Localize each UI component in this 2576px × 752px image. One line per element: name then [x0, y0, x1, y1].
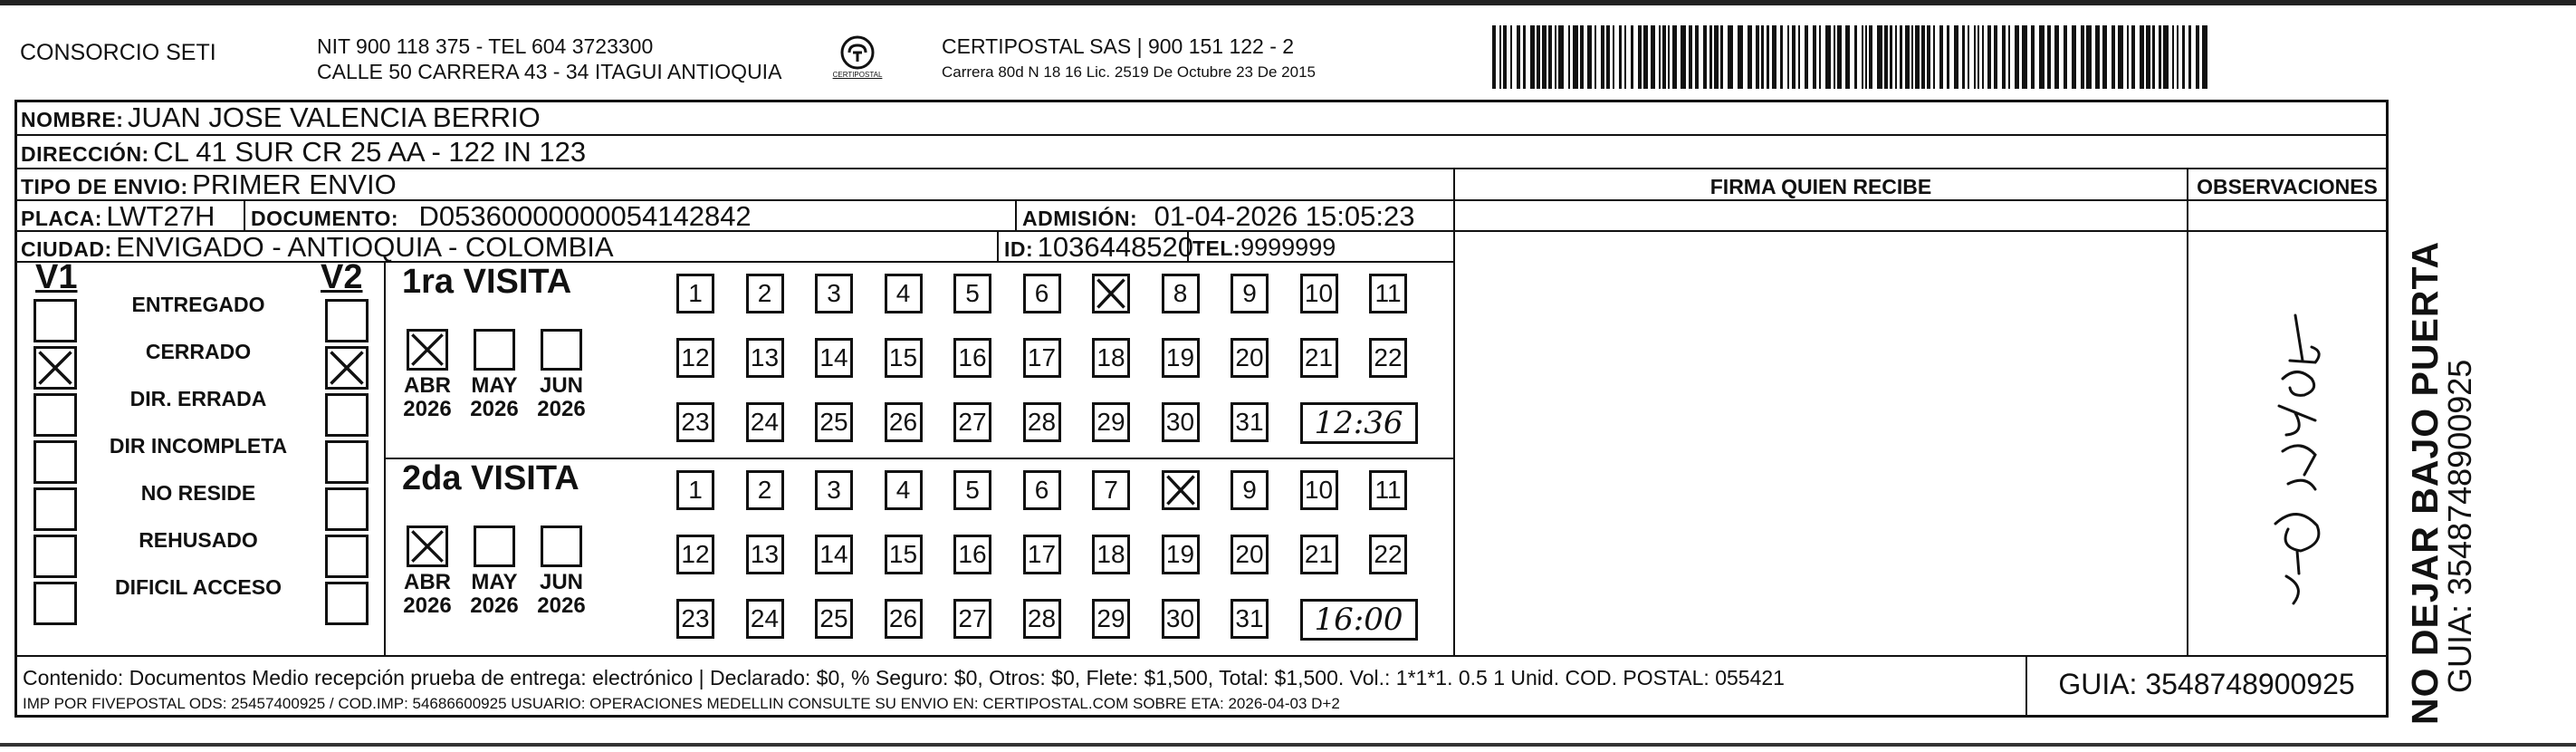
- month-name: JUN: [539, 570, 583, 594]
- barcode-bar: [1510, 25, 1512, 89]
- month-name: MAY: [471, 373, 518, 398]
- barcode-bar: [1884, 25, 1888, 89]
- status-label: DIR INCOMPLETA: [109, 434, 288, 458]
- barcode-bar: [2102, 25, 2107, 89]
- day-box[interactable]: 31: [1231, 402, 1269, 442]
- day-box[interactable]: 16: [953, 338, 991, 378]
- barcode-bar: [1869, 25, 1872, 89]
- tel-label: TEL:: [1192, 236, 1241, 260]
- status-v2-checkbox[interactable]: [325, 440, 369, 484]
- day-box[interactable]: 25: [815, 599, 853, 639]
- barcode-bar: [1558, 25, 1564, 89]
- col-line: [997, 230, 999, 261]
- day-box[interactable]: 21: [1300, 338, 1338, 378]
- day-box[interactable]: 26: [885, 402, 923, 442]
- barcode-bar: [1905, 25, 1910, 89]
- day-box[interactable]: 24: [746, 402, 784, 442]
- barcode-bar: [2118, 25, 2123, 89]
- month-name: ABR: [404, 570, 451, 594]
- barcode-bar: [1659, 25, 1661, 89]
- barcode-bar: [1837, 25, 1842, 89]
- address-row: [21, 136, 586, 169]
- barcode-bar: [1714, 25, 1719, 89]
- barcode-bar: [1767, 25, 1769, 89]
- month-checkbox[interactable]: [407, 329, 448, 371]
- barcode-bar: [1555, 25, 1556, 89]
- visit-time-box[interactable]: 12:36: [1300, 402, 1418, 444]
- plate-label: PLACA:: [21, 207, 102, 230]
- month-year: 2026: [470, 397, 519, 421]
- id-cell: [1004, 231, 1193, 264]
- barcode-bar: [2202, 25, 2207, 89]
- day-box[interactable]: 25: [815, 402, 853, 442]
- visit-time-box[interactable]: 16:00: [1300, 599, 1418, 641]
- check-x-icon: [36, 349, 74, 387]
- top-border: [0, 0, 2576, 5]
- barcode-bar: [1987, 25, 1991, 89]
- month-checkbox[interactable]: [474, 525, 515, 567]
- type-row: [21, 169, 397, 201]
- barcode-bar: [1601, 25, 1604, 89]
- barcode-bar: [1523, 25, 1526, 89]
- barcode-bar: [2081, 25, 2084, 89]
- barcode-bar: [1606, 25, 1610, 89]
- barcode-bar: [1530, 25, 1535, 89]
- barcode-bar: [1568, 25, 1570, 89]
- barcode-bar: [1681, 25, 1686, 89]
- company-name: CONSORCIO SETI: [20, 40, 216, 65]
- recipient-address: CL 41 SUR CR 25 AA - 122 IN 123: [153, 136, 587, 168]
- check-x-icon: [328, 349, 366, 387]
- month-checkbox[interactable]: [474, 329, 515, 371]
- day-box[interactable]: 10: [1300, 274, 1338, 313]
- status-v1-checkbox[interactable]: [34, 299, 77, 342]
- barcode-bar: [1672, 25, 1677, 89]
- day-box[interactable]: [1092, 274, 1130, 313]
- row-line: [17, 655, 2386, 657]
- status-v2-checkbox[interactable]: [325, 535, 369, 578]
- barcode-bar: [2131, 25, 2135, 89]
- day-box[interactable]: 28: [1023, 402, 1061, 442]
- barcode-bar: [2196, 25, 2199, 89]
- day-box[interactable]: 3: [815, 470, 853, 510]
- barcode-bar: [1974, 25, 1976, 89]
- barcode-bar: [1619, 25, 1622, 89]
- barcode-bar: [1668, 25, 1670, 89]
- barcode-bar: [1695, 25, 1699, 89]
- barcode-bar: [1780, 25, 1783, 89]
- admission-cell: [1022, 200, 1414, 233]
- barcode-bar: [2127, 25, 2129, 89]
- barcode-bar: [1748, 25, 1752, 89]
- status-label: REHUSADO: [139, 528, 258, 552]
- month-label: [463, 571, 526, 618]
- status-label: ENTREGADO: [131, 293, 265, 316]
- day-box[interactable]: 29: [1092, 402, 1130, 442]
- barcode-bar: [1939, 25, 1943, 89]
- day-box[interactable]: 11: [1369, 470, 1407, 510]
- month-checkbox[interactable]: [541, 525, 582, 567]
- barcode-bar: [2095, 25, 2100, 89]
- tel-value: 9999999: [1240, 234, 1336, 261]
- month-year: 2026: [403, 397, 452, 421]
- day-box[interactable]: 16: [953, 535, 991, 574]
- day-box[interactable]: 3: [815, 274, 853, 313]
- month-year: 2026: [403, 593, 452, 618]
- guide-box: GUIA: 3548748900925: [2058, 668, 2355, 700]
- day-box[interactable]: 5: [953, 274, 991, 313]
- barcode-bar: [1877, 25, 1882, 89]
- status-v1-checkbox[interactable]: [34, 535, 77, 578]
- month-label: [530, 571, 593, 618]
- check-x-icon: [409, 332, 445, 368]
- name-row: [21, 101, 541, 134]
- carrier-line: CERTIPOSTAL SAS | 900 151 122 - 2: [942, 34, 1295, 58]
- day-box[interactable]: 9: [1231, 274, 1269, 313]
- visit-title: 1ra VISITA: [402, 263, 572, 301]
- v1-header: V1: [35, 258, 78, 296]
- month-year: 2026: [470, 593, 519, 618]
- barcode-bar: [1813, 25, 1816, 89]
- barcode-bar: [2163, 25, 2169, 89]
- day-box[interactable]: 10: [1300, 470, 1338, 510]
- status-v1-checkbox[interactable]: [34, 440, 77, 484]
- barcode-bar: [1890, 25, 1892, 89]
- day-box[interactable]: 23: [676, 599, 714, 639]
- city-cell: [21, 231, 614, 264]
- day-box[interactable]: 8: [1162, 274, 1200, 313]
- barcode-bar: [1854, 25, 1857, 89]
- barcode-bar: [1862, 25, 1863, 89]
- barcode-bar: [1651, 25, 1655, 89]
- barcode-bar: [2031, 25, 2035, 89]
- col-line: [1453, 168, 1455, 655]
- barcode-bar: [2064, 25, 2067, 89]
- day-box[interactable]: 4: [885, 470, 923, 510]
- status-label: DIR. ERRADA: [129, 387, 267, 410]
- status-v2-checkbox[interactable]: [325, 299, 369, 342]
- shipping-label-frame: [14, 100, 2389, 718]
- barcode-bar: [2039, 25, 2045, 89]
- day-box[interactable]: 1: [676, 470, 714, 510]
- document-cell: [251, 200, 752, 233]
- side-text: [2404, 109, 2479, 725]
- day-box[interactable]: 13: [746, 535, 784, 574]
- day-box[interactable]: 1: [676, 274, 714, 313]
- barcode-bar: [1738, 25, 1743, 89]
- month-name: ABR: [404, 373, 451, 398]
- barcode-bar: [1911, 25, 1913, 89]
- day-box[interactable]: 27: [953, 599, 991, 639]
- day-box[interactable]: 23: [676, 402, 714, 442]
- barcode-bar: [1968, 25, 1969, 89]
- day-box[interactable]: 17: [1023, 338, 1061, 378]
- barcode-bar: [1933, 25, 1935, 89]
- barcode-bar: [1787, 25, 1789, 89]
- day-box[interactable]: 6: [1023, 470, 1061, 510]
- day-box[interactable]: 27: [953, 402, 991, 442]
- barcode-bar: [2140, 25, 2144, 89]
- barcode-bar: [2177, 25, 2179, 89]
- barcode-bar: [1819, 25, 1821, 89]
- day-box[interactable]: 26: [885, 599, 923, 639]
- document-label: DOCUMENTO:: [251, 207, 399, 230]
- status-label: CERRADO: [145, 340, 252, 363]
- id-value: 1036448520: [1037, 231, 1194, 263]
- day-box[interactable]: 20: [1231, 535, 1269, 574]
- month-checkbox[interactable]: [541, 329, 582, 371]
- barcode-bar: [1761, 25, 1764, 89]
- barcode-bar: [2015, 25, 2019, 89]
- barcode-bar: [1865, 25, 1867, 89]
- barcode-bar: [1587, 25, 1592, 89]
- day-box[interactable]: 15: [885, 535, 923, 574]
- check-x-icon: [1095, 276, 1127, 311]
- barcode-bar: [1915, 25, 1920, 89]
- barcode-bar: [1709, 25, 1712, 89]
- city-label: CIUDAD:: [21, 237, 112, 261]
- barcode: [1492, 25, 2217, 89]
- signature-header: FIRMA QUIEN RECIBE: [1709, 175, 1932, 198]
- barcode-bar: [1631, 25, 1633, 89]
- check-x-icon: [1164, 473, 1197, 507]
- recipient-name: JUAN JOSE VALENCIA BERRIO: [127, 101, 541, 133]
- admission-value: 01-04-2026 15:05:23: [1154, 200, 1415, 232]
- barcode-bar: [2008, 25, 2010, 89]
- tel-cell: [1192, 234, 1336, 262]
- barcode-bar: [1772, 25, 1776, 89]
- day-box[interactable]: 19: [1162, 535, 1200, 574]
- day-box[interactable]: 7: [1092, 470, 1130, 510]
- barcode-bar: [1977, 25, 1979, 89]
- visit-title: 2da VISITA: [402, 459, 579, 497]
- col-line: [244, 199, 245, 230]
- day-box[interactable]: 22: [1369, 535, 1407, 574]
- day-box[interactable]: [1162, 470, 1200, 510]
- status-v1-checkbox[interactable]: [34, 582, 77, 625]
- barcode-bar: [1573, 25, 1578, 89]
- bottom-border: [0, 743, 2576, 747]
- month-year: 2026: [537, 593, 586, 618]
- col-line: [1015, 199, 1017, 230]
- barcode-bar: [1537, 25, 1540, 89]
- barcode-bar: [2159, 25, 2161, 89]
- imp-line: IMP POR FIVEPOSTAL ODS: 25457400925 / COD.IMP: 54686600925 USUARIO: OPERACIONES MEDELLIN CONSULTE SU ENVIO EN: CERTIPOSTAL.COM SOBRE ETA: 2026-04-03 D+2: [23, 695, 1340, 712]
- barcode-bar: [1756, 25, 1759, 89]
- content-line: Contenido: Documentos Medio recepción prueba de entrega: electrónico | Declarado: $0, % Seguro: $0, Otros: $0, Flete: $1,500, Total: $1,500. Vol.: 1*1*1. 0.5 1 Unid. COD. POSTAL: 055421: [23, 666, 1785, 689]
- barcode-bar: [1643, 25, 1648, 89]
- no-dejar-warning: NO DEJAR BAJO PUERTA: [2404, 240, 2446, 725]
- month-name: JUN: [539, 373, 583, 398]
- nit-line: NIT 900 118 375 - TEL 604 3723300: [317, 34, 654, 58]
- barcode-bar: [1542, 25, 1547, 89]
- barcode-graphic: [1492, 25, 2217, 89]
- status-v1-checkbox[interactable]: [34, 393, 77, 437]
- day-box[interactable]: 2: [746, 274, 784, 313]
- barcode-bar: [1954, 25, 1958, 89]
- address-label: DIRECCIÓN:: [21, 142, 149, 166]
- barcode-bar: [1825, 25, 1831, 89]
- barcode-bar: [1689, 25, 1692, 89]
- day-box[interactable]: 4: [885, 274, 923, 313]
- plate-cell: [21, 200, 215, 233]
- barcode-bar: [1662, 25, 1666, 89]
- barcode-bar: [2086, 25, 2092, 89]
- barcode-bar: [1703, 25, 1707, 89]
- shipping-type: PRIMER ENVIO: [192, 169, 397, 200]
- v2-header: V2: [321, 258, 363, 296]
- day-box[interactable]: 29: [1092, 599, 1130, 639]
- license-line: Carrera 80d N 18 16 Lic. 2519 De Octubre 23 De 2015: [942, 63, 1316, 81]
- status-label: NO RESIDE: [140, 481, 256, 505]
- barcode-bar: [2152, 25, 2155, 89]
- handwriting-graphic: [2188, 261, 2386, 655]
- barcode-bar: [1792, 25, 1796, 89]
- day-box[interactable]: 5: [953, 470, 991, 510]
- document-value: D05360000000054142842: [418, 200, 752, 232]
- barcode-bar: [1982, 25, 1984, 89]
- barcode-bar: [1594, 25, 1596, 89]
- day-box[interactable]: 31: [1231, 599, 1269, 639]
- barcode-bar: [1492, 25, 1496, 89]
- day-box[interactable]: 18: [1092, 535, 1130, 574]
- month-label: [530, 374, 593, 421]
- day-box[interactable]: 14: [815, 338, 853, 378]
- certipostal-logo: [826, 34, 889, 83]
- barcode-bar: [2022, 25, 2027, 89]
- barcode-bar: [2054, 25, 2059, 89]
- day-box[interactable]: 20: [1231, 338, 1269, 378]
- barcode-bar: [2002, 25, 2006, 89]
- day-box[interactable]: 21: [1300, 535, 1338, 574]
- day-box[interactable]: 15: [885, 338, 923, 378]
- barcode-bar: [1798, 25, 1800, 89]
- id-label: ID:: [1004, 237, 1034, 261]
- side-guide: GUIA: 3548748900925: [2441, 359, 2478, 693]
- day-box[interactable]: 12: [676, 535, 714, 574]
- day-box[interactable]: 17: [1023, 535, 1061, 574]
- day-box[interactable]: 14: [815, 535, 853, 574]
- barcode-bar: [1548, 25, 1552, 89]
- barcode-bar: [2072, 25, 2076, 89]
- barcode-bar: [1921, 25, 1925, 89]
- status-v1-checkbox[interactable]: [34, 487, 77, 531]
- day-box[interactable]: 28: [1023, 599, 1061, 639]
- month-label: [463, 374, 526, 421]
- row-line: [1455, 230, 2386, 232]
- status-v2-checkbox[interactable]: [325, 487, 369, 531]
- day-box[interactable]: 6: [1023, 274, 1061, 313]
- barcode-bar: [1728, 25, 1733, 89]
- plate-value: LWT27H: [106, 200, 215, 232]
- month-label: [396, 374, 459, 421]
- day-box[interactable]: 9: [1231, 470, 1269, 510]
- day-box[interactable]: 22: [1369, 338, 1407, 378]
- barcode-bar: [2188, 25, 2191, 89]
- day-box[interactable]: 24: [746, 599, 784, 639]
- barcode-bar: [1927, 25, 1930, 89]
- month-checkbox[interactable]: [407, 525, 448, 567]
- admission-label: ADMISIÓN:: [1022, 207, 1138, 230]
- status-v2-checkbox[interactable]: [325, 346, 369, 390]
- status-v2-checkbox[interactable]: [325, 393, 369, 437]
- day-box[interactable]: 12: [676, 338, 714, 378]
- barcode-bar: [1517, 25, 1520, 89]
- status-v1-checkbox[interactable]: [34, 346, 77, 390]
- day-box[interactable]: 30: [1162, 402, 1200, 442]
- barcode-bar: [1499, 25, 1501, 89]
- barcode-bar: [1624, 25, 1626, 89]
- barcode-bar: [1638, 25, 1642, 89]
- month-name: MAY: [471, 570, 518, 594]
- barcode-bar: [1613, 25, 1614, 89]
- day-box[interactable]: 13: [746, 338, 784, 378]
- barcode-bar: [2172, 25, 2174, 89]
- barcode-bar: [1580, 25, 1584, 89]
- barcode-bar: [2047, 25, 2051, 89]
- barcode-bar: [1503, 25, 1507, 89]
- month-label: [396, 571, 459, 618]
- city-value: ENVIGADO - ANTIOQUIA - COLOMBIA: [116, 231, 614, 263]
- status-v2-checkbox[interactable]: [325, 582, 369, 625]
- day-box[interactable]: 18: [1092, 338, 1130, 378]
- name-label: NOMBRE:: [21, 108, 124, 131]
- logo-text: CERTIPOSTAL: [832, 71, 883, 79]
- barcode-bar: [1720, 25, 1723, 89]
- barcode-bar: [1834, 25, 1835, 89]
- barcode-bar: [2182, 25, 2185, 89]
- barcode-bar: [1947, 25, 1949, 89]
- barcode-bar: [1895, 25, 1897, 89]
- day-box[interactable]: 19: [1162, 338, 1200, 378]
- status-label: DIFICIL ACCESO: [114, 575, 282, 599]
- barcode-bar: [2112, 25, 2115, 89]
- barcode-bar: [1900, 25, 1902, 89]
- check-x-icon: [409, 528, 445, 564]
- month-year: 2026: [537, 397, 586, 421]
- barcode-bar: [2146, 25, 2150, 89]
- address-line: CALLE 50 CARRERA 43 - 34 ITAGUI ANTIOQUIA: [317, 60, 782, 83]
- day-box[interactable]: 30: [1162, 599, 1200, 639]
- barcode-bar: [1962, 25, 1965, 89]
- observations-header: OBSERVACIONES: [2197, 175, 2378, 198]
- observation-handwriting: [2188, 261, 2386, 655]
- barcode-bar: [1845, 25, 1850, 89]
- day-box[interactable]: 11: [1369, 274, 1407, 313]
- type-label: TIPO DE ENVIO:: [21, 175, 188, 198]
- barcode-bar: [1994, 25, 1997, 89]
- barcode-bar: [1805, 25, 1808, 89]
- day-box[interactable]: 2: [746, 470, 784, 510]
